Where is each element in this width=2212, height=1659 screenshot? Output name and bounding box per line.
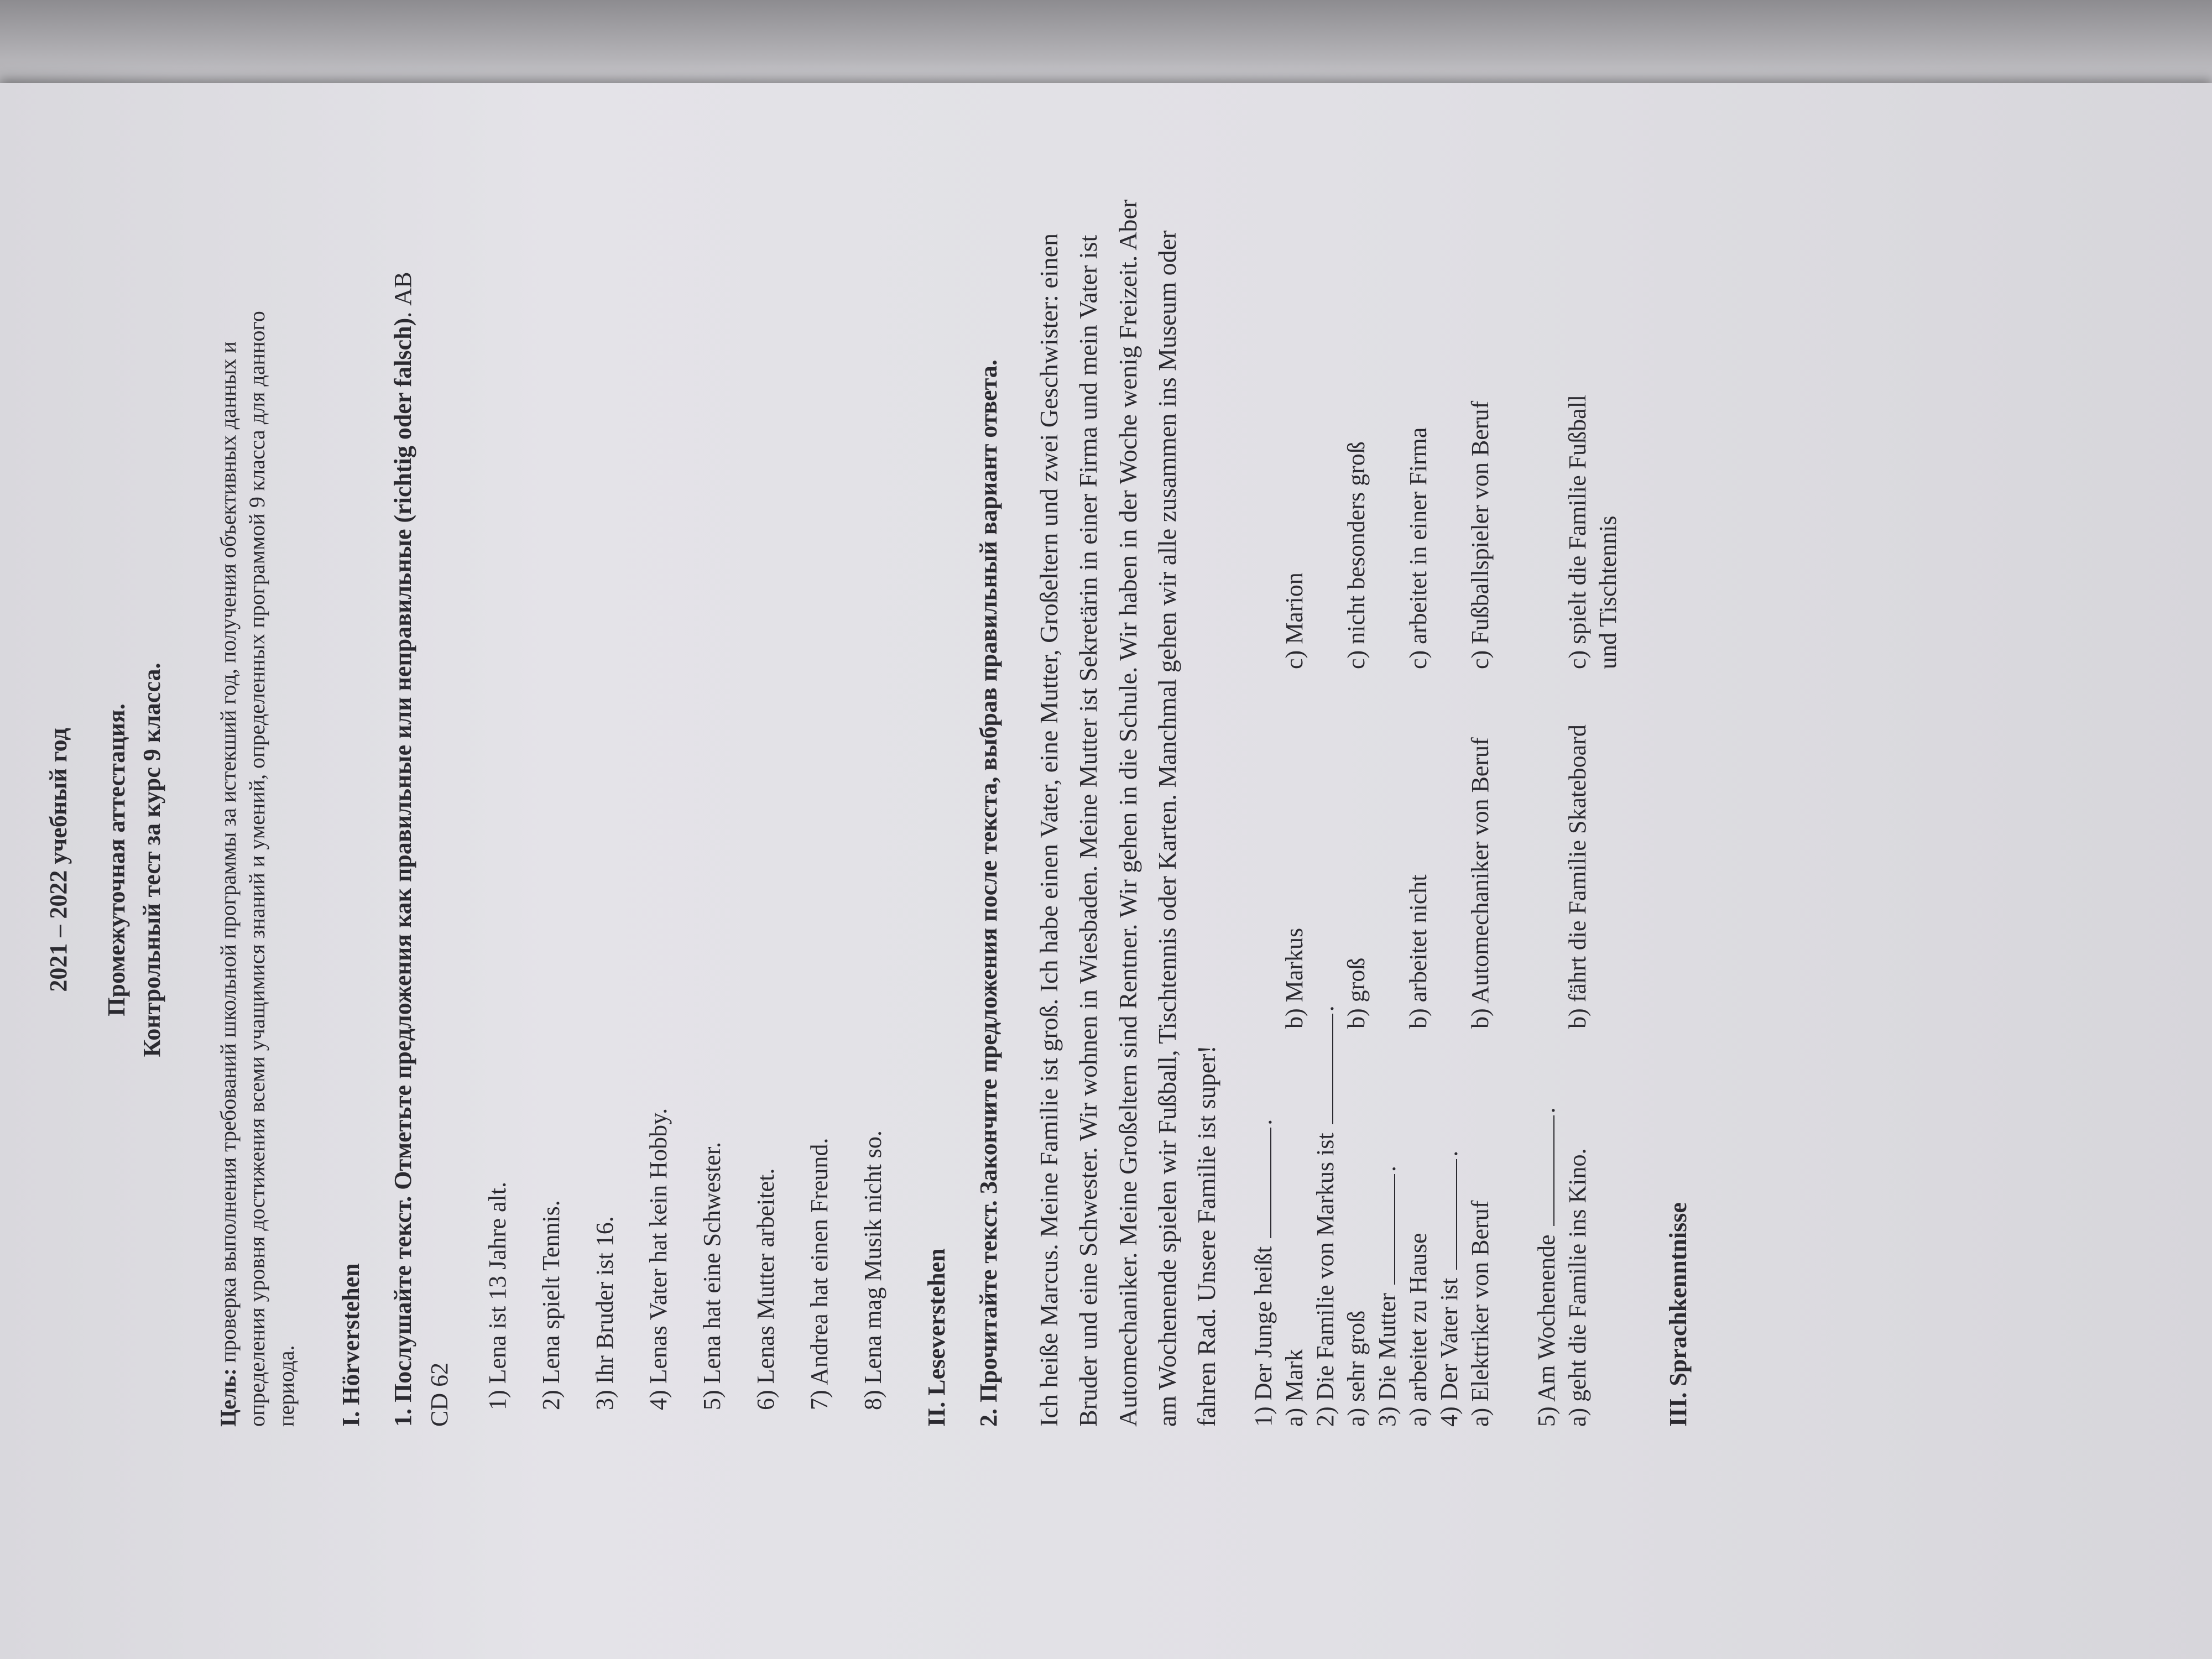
options-row bbox=[1562, 127, 1629, 1427]
section-heading-leseverstehen: II. Leseverstehen bbox=[922, 1248, 950, 1427]
question-stem: 3) Die Mutter bbox=[1374, 1293, 1401, 1427]
paper-sheet bbox=[0, 83, 2212, 1659]
option-b: b) groß bbox=[1343, 957, 1370, 1029]
answer-blank bbox=[1311, 1014, 1333, 1124]
statement-item: 6) Lenas Mutter arbeitet. bbox=[752, 1168, 779, 1410]
school-year: 2021 – 2022 учебный год bbox=[45, 728, 72, 992]
question-stem: 4) Der Vater ist bbox=[1436, 1277, 1463, 1427]
task-2-instruction bbox=[971, 265, 1007, 1593]
option-c: c) arbeitet in einer Firma bbox=[1405, 427, 1432, 669]
answer-blank bbox=[1532, 1115, 1554, 1226]
task-1-tail: . AB CD 62 bbox=[389, 272, 453, 1427]
question-row bbox=[1434, 127, 1465, 1427]
section-heading-hoerverstehen: I. Hörverstehen bbox=[337, 1263, 364, 1427]
answer-blank bbox=[1435, 1159, 1457, 1270]
question-end: . bbox=[1250, 1119, 1277, 1125]
statement-item: 7) Andrea hat einen Freund. bbox=[805, 1138, 833, 1410]
option-b: b) Markus bbox=[1281, 927, 1308, 1029]
document-title bbox=[99, 127, 170, 1593]
question-row bbox=[1310, 127, 1341, 1427]
task-1-bold: 1. Послушайте текст. Отметьте предложения как правильные или неправильные (richtig oder falsch) bbox=[389, 317, 416, 1427]
title-line-1: Промежуточная аттестация. bbox=[103, 703, 130, 1016]
question-end: . bbox=[1533, 1107, 1561, 1114]
answer-blank bbox=[1373, 1174, 1395, 1285]
option-c: c) Marion bbox=[1281, 572, 1308, 669]
option-b: b) Automechaniker von Beruf bbox=[1467, 737, 1494, 1029]
statement-list bbox=[483, 127, 887, 1593]
option-a: a) geht die Familie ins Kino. bbox=[1564, 1148, 1592, 1427]
options-row bbox=[1341, 127, 1372, 1427]
option-a: a) Elektriker von Beruf bbox=[1467, 1200, 1494, 1427]
statement-item: 4) Lenas Vater hat kein Hobby. bbox=[644, 1108, 672, 1410]
title-line-2: Контрольный тест за курс 9 класса. bbox=[138, 662, 165, 1057]
option-a: a) arbeitet zu Hause bbox=[1405, 1233, 1432, 1427]
statement-item: 5) Lena hat eine Schwester. bbox=[698, 1141, 726, 1410]
goal-label: Цель: bbox=[215, 1368, 241, 1427]
statement-item: 1) Lena ist 13 Jahre alt. bbox=[483, 1182, 511, 1410]
rotated-page bbox=[0, 83, 2212, 1659]
section-heading-sprachkenntnisse: III. Sprachkenntnisse bbox=[1665, 1202, 1692, 1427]
question-end: . bbox=[1312, 1005, 1339, 1012]
goal-paragraph bbox=[214, 265, 301, 1593]
goal-text: проверка выполнения требований школьной программы за истекший год, получения объективных данных и определения уровня достижения всеми учащимися знаний и умений, определенных программой 9 класса для данного периода. bbox=[215, 311, 299, 1427]
question-stem: 2) Die Familie von Markus ist bbox=[1312, 1133, 1339, 1427]
option-c: c) nicht besonders groß bbox=[1343, 441, 1370, 669]
options-row bbox=[1279, 127, 1310, 1427]
option-c: c) Fußballspieler von Beruf bbox=[1467, 400, 1494, 669]
option-a: a) Mark bbox=[1281, 1349, 1308, 1427]
option-b: b) arbeitet nicht bbox=[1405, 874, 1432, 1029]
question-end: . bbox=[1374, 1166, 1401, 1172]
statement-item: 2) Lena spielt Tennis. bbox=[537, 1200, 565, 1410]
task-1-instruction bbox=[385, 265, 458, 1593]
question-row bbox=[1372, 127, 1403, 1427]
statement-item: 8) Lena mag Musik nicht so. bbox=[859, 1130, 886, 1410]
reading-text: Ich heiße Marcus. Meine Familie ist groß. Ich habe einen Vater, eine Mutter, Großeltern und zwei Geschwister: einen Bruder und eine Schwester. Wir wohnen in Wiesbaden. Meine Mutter ist Sekretärin in einer Firma und mein Vater ist Automechaniker. Meine Großeltern sind Rentner. Wir gehen in die Schule. Wir haben in der Woche wenig Freizeit. Aber am Wochenende spielen wir Fußball, Tischtennis oder Karten. Manchmal gehen wir alle zusammen ins Museum oder fahren Rad. Unsere Familie ist super! bbox=[1034, 199, 1221, 1427]
answer-blank bbox=[1249, 1128, 1271, 1238]
task-2-bold: 2. Прочитайте текст. Закончите предложения после текста, выбрав правильный вариант ответа. bbox=[974, 359, 1002, 1427]
option-c: c) spielt die Familie Fußball und Tischtennis bbox=[1564, 394, 1622, 669]
question-row bbox=[1531, 127, 1562, 1427]
option-b: b) fährt die Familie Skateboard bbox=[1564, 724, 1592, 1029]
option-a: a) sehr groß bbox=[1343, 1310, 1370, 1427]
question-end: . bbox=[1436, 1150, 1463, 1157]
question-list bbox=[1248, 127, 1629, 1593]
statement-item: 3) Ihr Bruder ist 16. bbox=[591, 1216, 618, 1410]
options-row bbox=[1403, 127, 1434, 1427]
options-row bbox=[1465, 127, 1531, 1427]
question-stem: 1) Der Junge heißt bbox=[1250, 1246, 1277, 1427]
question-row bbox=[1248, 127, 1279, 1427]
question-stem: 5) Am Wochenende bbox=[1533, 1234, 1561, 1427]
